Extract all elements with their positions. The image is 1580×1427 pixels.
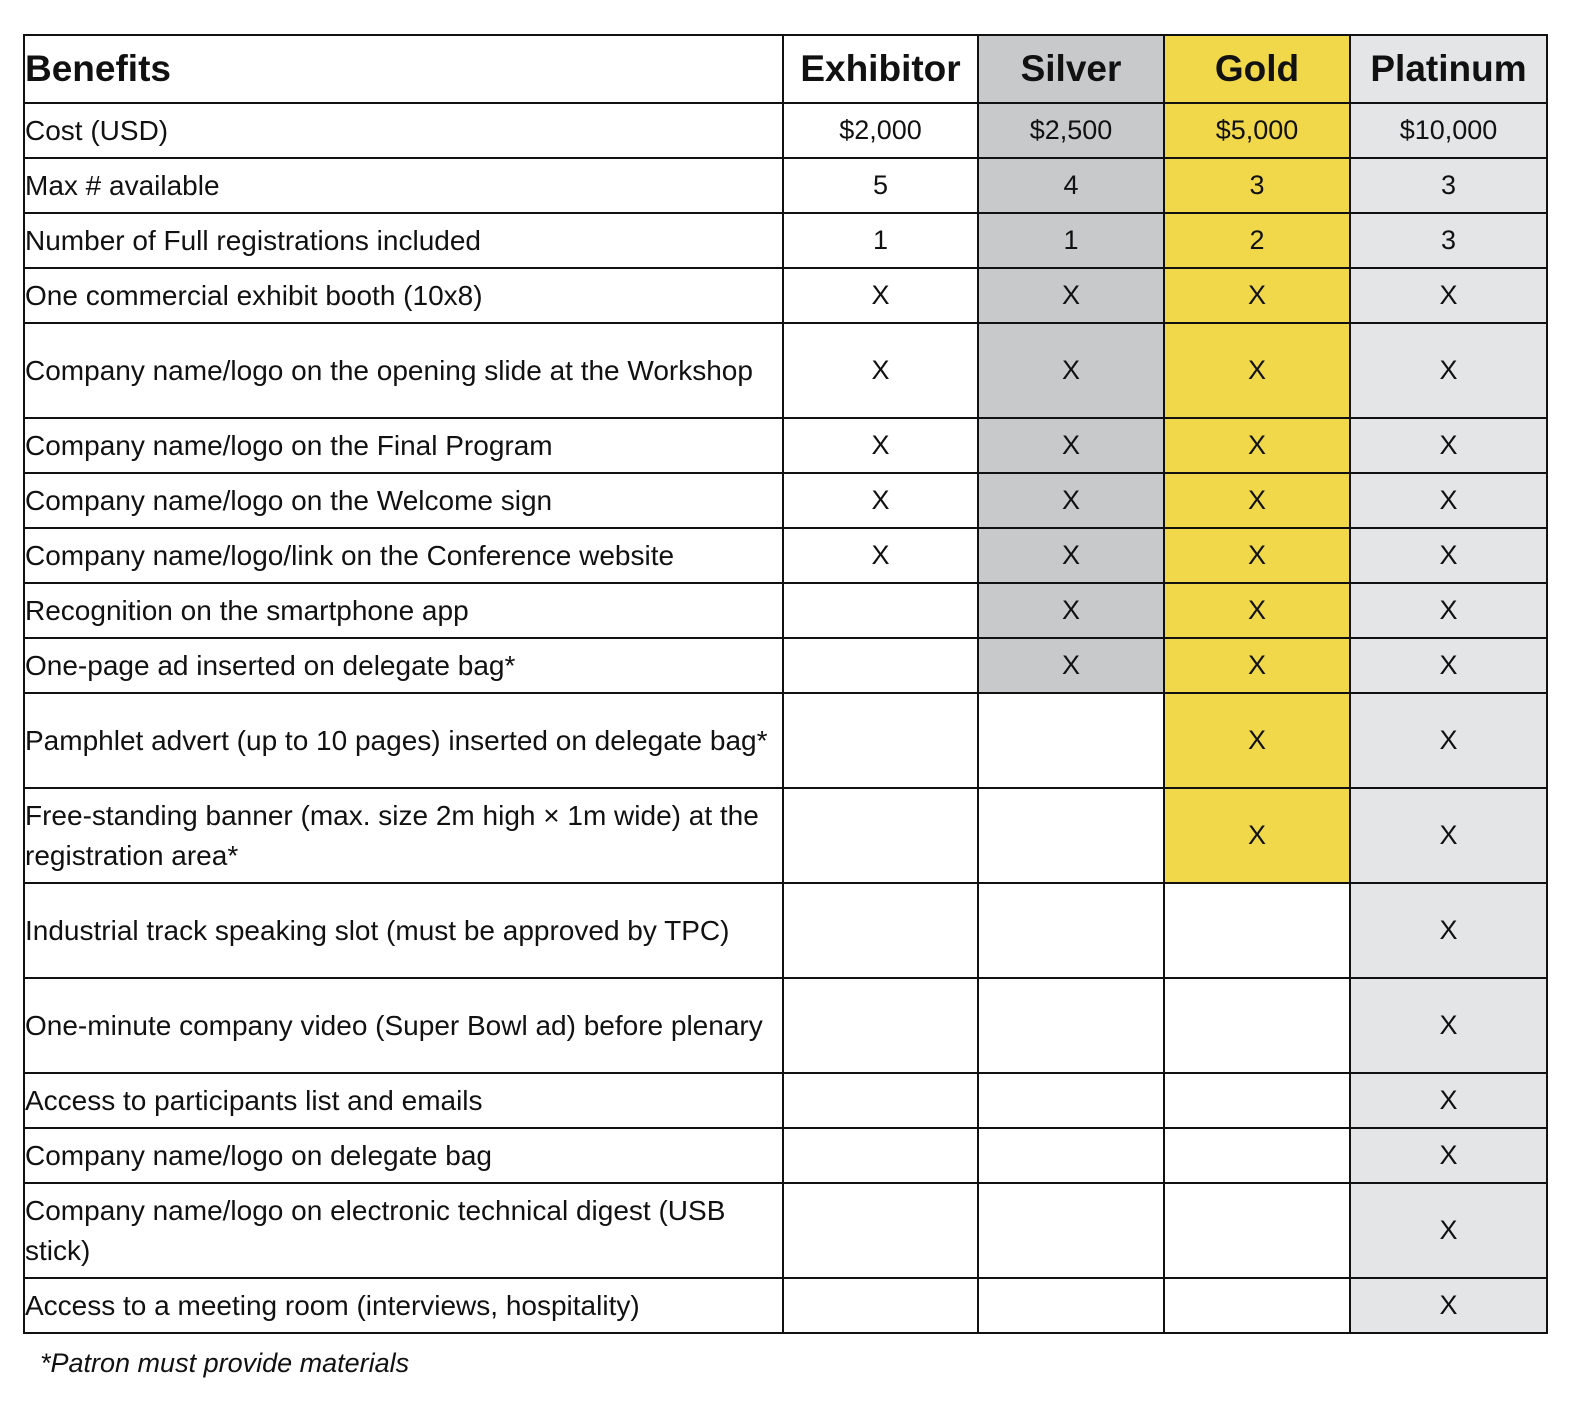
table-row (24, 1278, 1547, 1333)
cell-gold: X (1164, 788, 1350, 883)
cell-gold (1164, 883, 1350, 978)
cell-silver (978, 788, 1164, 883)
header-row (24, 35, 1547, 103)
benefit-label: Recognition on the smartphone app (24, 583, 783, 638)
table-body (24, 103, 1547, 1333)
benefit-label: Industrial track speaking slot (must be approved by TPC) (24, 883, 783, 978)
cell-gold (1164, 1278, 1350, 1333)
cell-gold: 3 (1164, 158, 1350, 213)
cell-gold: $5,000 (1164, 103, 1350, 158)
cell-platinum: X (1350, 1073, 1547, 1128)
cell-exhibitor (783, 788, 978, 883)
cell-gold (1164, 978, 1350, 1073)
cell-silver (978, 883, 1164, 978)
sponsorship-benefits-table (23, 34, 1548, 1334)
cell-silver: X (978, 583, 1164, 638)
table-row (24, 638, 1547, 693)
cell-silver (978, 978, 1164, 1073)
table-row (24, 883, 1547, 978)
benefit-label: Company name/logo on delegate bag (24, 1128, 783, 1183)
cell-platinum: 3 (1350, 158, 1547, 213)
benefit-label: One commercial exhibit booth (10x8) (24, 268, 783, 323)
cell-silver: $2,500 (978, 103, 1164, 158)
cell-gold: X (1164, 323, 1350, 418)
benefit-label: Free-standing banner (max. size 2m high × 1m wide) at the registration area* (24, 788, 783, 883)
cell-silver: X (978, 323, 1164, 418)
table-row (24, 978, 1547, 1073)
benefit-label: Company name/logo/link on the Conference website (24, 528, 783, 583)
cell-exhibitor: X (783, 418, 978, 473)
table-row (24, 473, 1547, 528)
cell-platinum: X (1350, 788, 1547, 883)
table-row (24, 418, 1547, 473)
benefit-label: One-minute company video (Super Bowl ad) before plenary (24, 978, 783, 1073)
cell-exhibitor: X (783, 528, 978, 583)
table-row (24, 788, 1547, 883)
cell-gold: X (1164, 693, 1350, 788)
cell-exhibitor: 5 (783, 158, 978, 213)
cell-gold (1164, 1073, 1350, 1128)
cell-exhibitor: 1 (783, 213, 978, 268)
cell-exhibitor (783, 1128, 978, 1183)
cell-silver: 1 (978, 213, 1164, 268)
column-header-silver: Silver (978, 35, 1164, 103)
table-row (24, 103, 1547, 158)
cell-exhibitor (783, 1278, 978, 1333)
benefit-label: Access to a meeting room (interviews, hospitality) (24, 1278, 783, 1333)
cell-platinum: 3 (1350, 213, 1547, 268)
benefit-label: Cost (USD) (24, 103, 783, 158)
cell-exhibitor (783, 693, 978, 788)
table-row (24, 268, 1547, 323)
table-row (24, 158, 1547, 213)
benefit-label: Company name/logo on the opening slide at the Workshop (24, 323, 783, 418)
cell-silver: X (978, 638, 1164, 693)
table-row (24, 1073, 1547, 1128)
table-row (24, 1128, 1547, 1183)
cell-gold (1164, 1128, 1350, 1183)
cell-exhibitor: X (783, 473, 978, 528)
cell-silver: X (978, 528, 1164, 583)
column-header-gold: Gold (1164, 35, 1350, 103)
cell-exhibitor (783, 978, 978, 1073)
cell-platinum: X (1350, 1128, 1547, 1183)
benefit-label: Company name/logo on the Final Program (24, 418, 783, 473)
cell-platinum: X (1350, 418, 1547, 473)
cell-silver: 4 (978, 158, 1164, 213)
cell-gold (1164, 1183, 1350, 1278)
cell-exhibitor: $2,000 (783, 103, 978, 158)
benefit-label: Access to participants list and emails (24, 1073, 783, 1128)
cell-platinum: X (1350, 473, 1547, 528)
table-row (24, 583, 1547, 638)
cell-silver (978, 1073, 1164, 1128)
cell-platinum: X (1350, 1278, 1547, 1333)
cell-gold: X (1164, 528, 1350, 583)
column-header-platinum: Platinum (1350, 35, 1547, 103)
cell-silver: X (978, 473, 1164, 528)
cell-platinum: X (1350, 528, 1547, 583)
cell-platinum: X (1350, 268, 1547, 323)
table-row (24, 323, 1547, 418)
cell-gold: 2 (1164, 213, 1350, 268)
cell-platinum: X (1350, 323, 1547, 418)
cell-gold: X (1164, 638, 1350, 693)
cell-exhibitor: X (783, 323, 978, 418)
table-row (24, 1183, 1547, 1278)
benefit-label: Number of Full registrations included (24, 213, 783, 268)
table-row (24, 213, 1547, 268)
table-row (24, 528, 1547, 583)
benefit-label: Company name/logo on the Welcome sign (24, 473, 783, 528)
benefit-label: Max # available (24, 158, 783, 213)
benefit-label: Pamphlet advert (up to 10 pages) inserted on delegate bag* (24, 693, 783, 788)
cell-gold: X (1164, 583, 1350, 638)
cell-silver (978, 1128, 1164, 1183)
cell-platinum: X (1350, 693, 1547, 788)
cell-platinum: X (1350, 583, 1547, 638)
cell-silver (978, 1183, 1164, 1278)
cell-silver: X (978, 268, 1164, 323)
cell-exhibitor: X (783, 268, 978, 323)
cell-silver (978, 1278, 1164, 1333)
cell-platinum: X (1350, 1183, 1547, 1278)
benefit-label: One-page ad inserted on delegate bag* (24, 638, 783, 693)
benefit-label: Company name/logo on electronic technical digest (USB stick) (24, 1183, 783, 1278)
cell-gold: X (1164, 268, 1350, 323)
cell-exhibitor (783, 583, 978, 638)
cell-platinum: X (1350, 978, 1547, 1073)
column-header-benefits: Benefits (24, 35, 783, 103)
footnote: *Patron must provide materials (40, 1348, 410, 1378)
cell-platinum: X (1350, 638, 1547, 693)
cell-platinum: X (1350, 883, 1547, 978)
cell-gold: X (1164, 473, 1350, 528)
cell-exhibitor (783, 883, 978, 978)
cell-exhibitor (783, 638, 978, 693)
cell-silver (978, 693, 1164, 788)
cell-platinum: $10,000 (1350, 103, 1547, 158)
cell-exhibitor (783, 1073, 978, 1128)
cell-gold: X (1164, 418, 1350, 473)
cell-exhibitor (783, 1183, 978, 1278)
cell-silver: X (978, 418, 1164, 473)
column-header-exhibitor: Exhibitor (783, 35, 978, 103)
table-row (24, 693, 1547, 788)
